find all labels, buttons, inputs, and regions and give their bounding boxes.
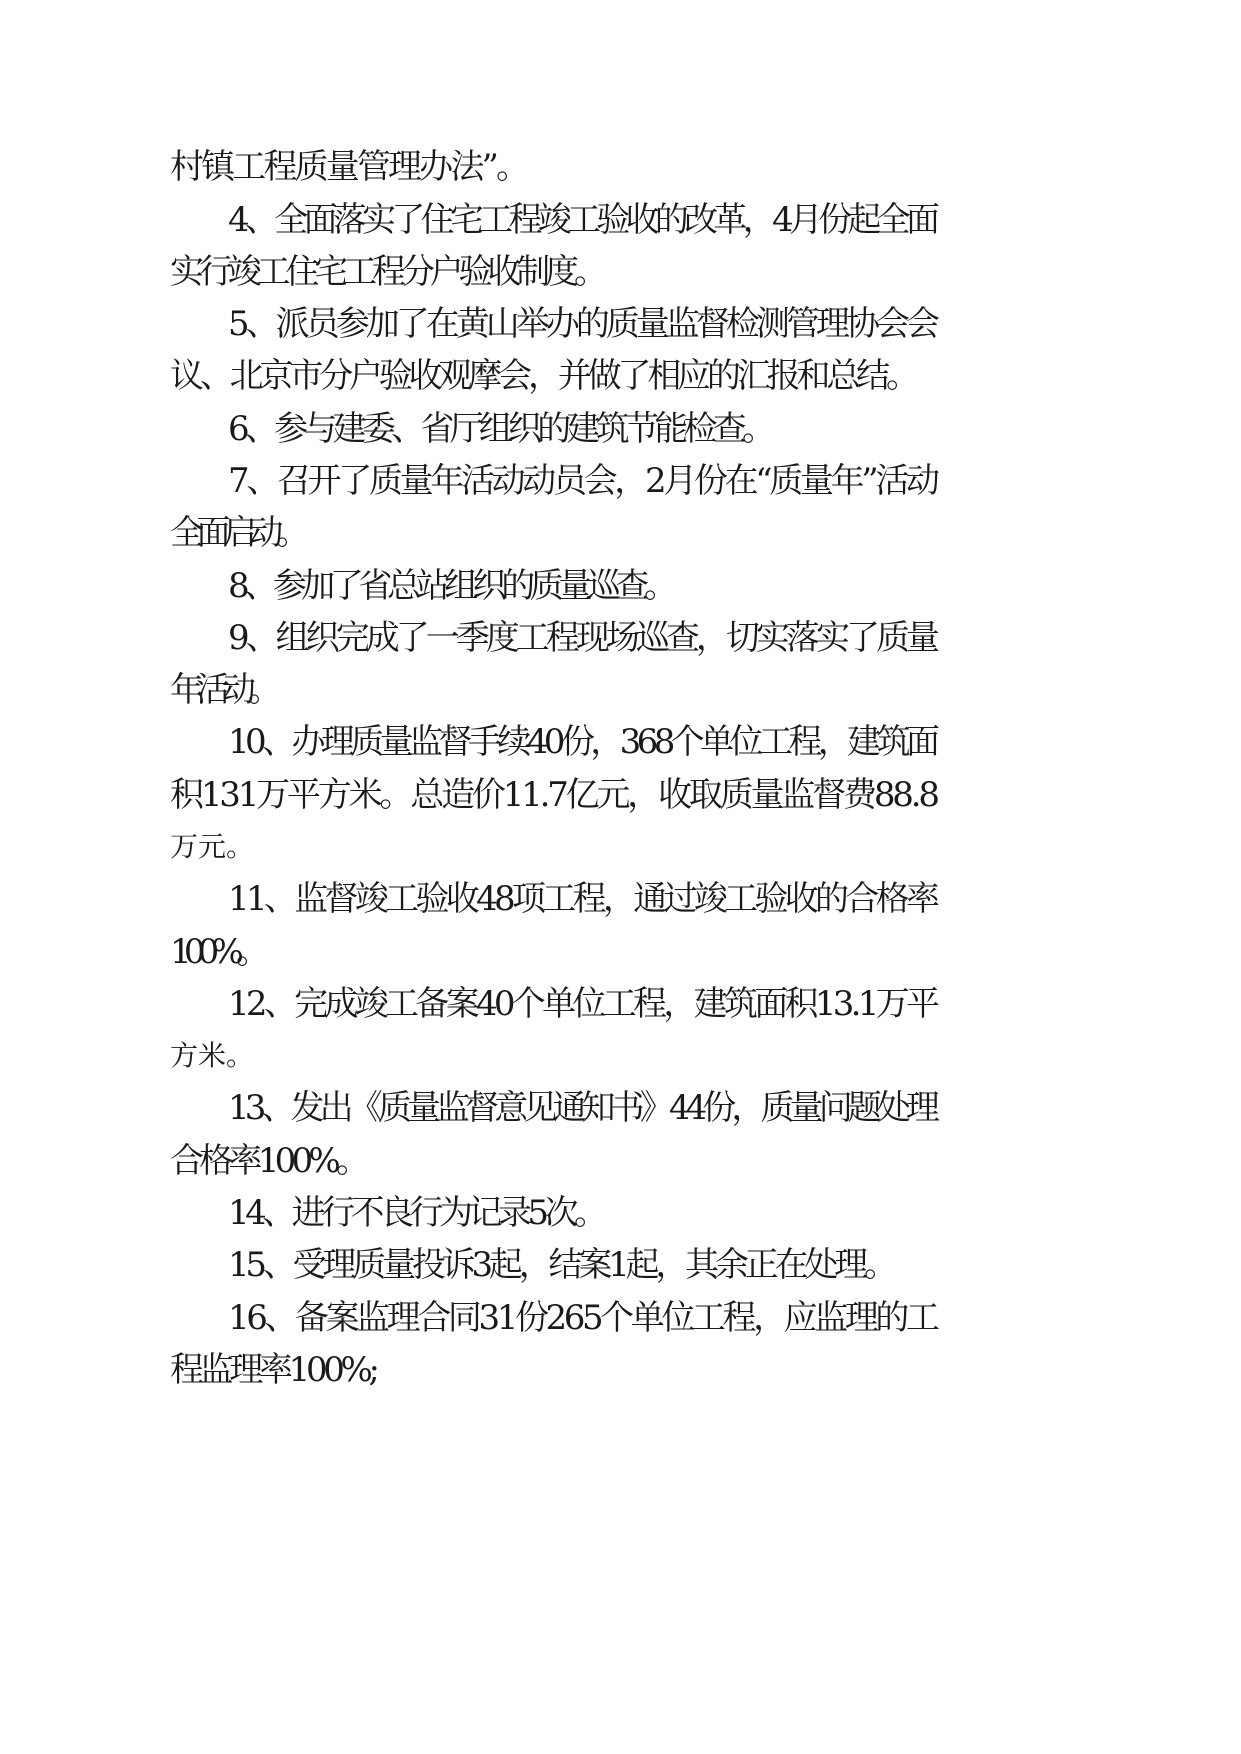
paragraph-line: 8、参加了省总站组织的质量巡查。 xyxy=(228,566,673,606)
paragraph-line: 14、进行不良行为记录5次。 xyxy=(228,1193,604,1233)
paragraph-line: 议、北京市分户验收观摩会，并做了相应的汇报和总结。 xyxy=(170,356,916,396)
paragraph-line: 7、召开了质量年活动动员会，2月份在“质量年”活动 xyxy=(228,461,937,501)
paragraph-line: 15、受理质量投诉3起，结案1起，其余正在处理。 xyxy=(228,1245,894,1285)
paragraph-line: 积131万平方米。总造价11.7亿元，收取质量监督费88.8 xyxy=(170,775,937,815)
paragraph-line: 16、备案监理合同31份265个单位工程，应监理的工 xyxy=(228,1298,937,1338)
paragraph-line: 全面启动。 xyxy=(170,513,303,553)
paragraph-line: 10、办理质量监督手续40份，368个单位工程，建筑面 xyxy=(228,722,936,762)
paragraph-line: 方米。 xyxy=(170,1039,255,1072)
paragraph-line: 年活动。 xyxy=(170,670,274,710)
paragraph-line: 合格率100%。 xyxy=(170,1141,366,1181)
paragraph-line: 4、全面落实了住宅工程竣工验收的改革，4月份起全面 xyxy=(228,200,936,240)
paragraph-line: 100%。 xyxy=(170,932,263,972)
paragraph-line: 11、监督竣工验收48项工程，通过竣工验收的合格率 xyxy=(228,879,937,919)
paragraph-line: 实行竣工住宅工程分户验收制度。 xyxy=(170,252,603,292)
paragraph-line: 5、派员参加了在黄山举办的质量监督检测管理协会会 xyxy=(228,304,937,344)
paragraph-line: 9、组织完成了一季度工程现场巡查，切实落实了质量 xyxy=(228,618,937,658)
paragraph-line: 6、参与建委、省厅组织的建筑节能检查。 xyxy=(228,409,772,449)
paragraph-line: 万元。 xyxy=(170,830,255,863)
paragraph-line: 村镇工程质量管理办法”。 xyxy=(170,147,528,187)
paragraph-line: 12、完成竣工备案40个单位工程，建筑面积13.1万平 xyxy=(228,984,937,1024)
paragraph-line: 13、发出《质量监督意见通知书》44份，质量问题处理 xyxy=(228,1088,936,1128)
paragraph-line: 程监理率100%; xyxy=(170,1350,376,1390)
